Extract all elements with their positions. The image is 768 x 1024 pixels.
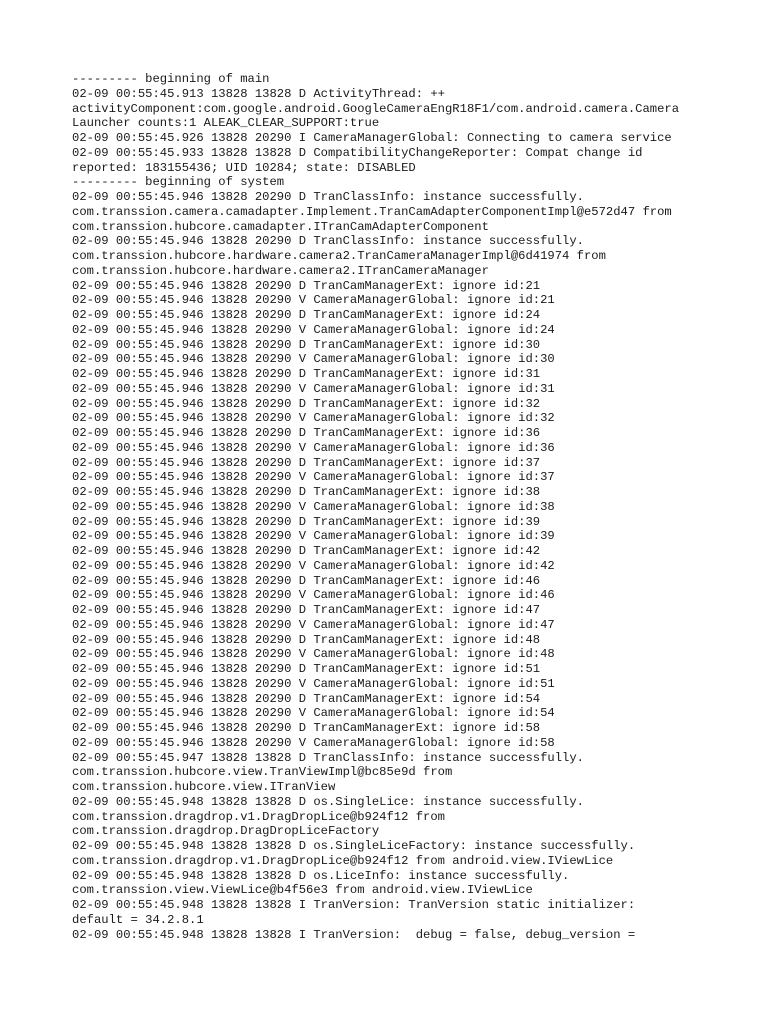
log-line: default = 34.2.8.1 [72,912,204,927]
log-line: 02-09 00:55:45.946 13828 20290 V CameraManagerGlobal: ignore id:32 [72,411,555,426]
log-line: 02-09 00:55:45.946 13828 20290 V CameraManagerGlobal: ignore id:54 [72,706,555,721]
log-line: 02-09 00:55:45.946 13828 20290 V CameraManagerGlobal: ignore id:31 [72,381,555,396]
log-line: com.transsion.dragdrop.DragDropLiceFactory [72,824,380,839]
log-line: 02-09 00:55:45.946 13828 20290 D TranCamManagerExt: ignore id:31 [72,367,541,381]
log-line: 02-09 00:55:45.946 13828 20290 V CameraManagerGlobal: ignore id:48 [72,647,555,662]
log-line: 02-09 00:55:45.948 13828 13828 D os.LiceInfo: instance successfully. [72,868,570,883]
log-line: com.transsion.hubcore.view.TranViewImpl@bc85e9d from [72,765,453,780]
log-line: 02-09 00:55:45.946 13828 20290 V CameraManagerGlobal: ignore id:24 [72,322,555,337]
log-line: 02-09 00:55:45.946 13828 20290 V CameraManagerGlobal: ignore id:30 [72,352,555,367]
log-line: activityComponent:com.google.android.GoogleCameraEngR18F1/com.android.camera.Camera [72,101,680,116]
log-line: 02-09 00:55:45.946 13828 20290 V CameraManagerGlobal: ignore id:47 [72,617,555,632]
log-line: com.transsion.hubcore.hardware.camera2.ITranCameraManager [72,263,489,278]
log-line: 02-09 00:55:45.926 13828 20290 I CameraManagerGlobal: Connecting to camera service [72,131,672,145]
log-line: Launcher counts:1 ALEAK_CLEAR_SUPPORT:true [72,116,380,131]
log-line: 02-09 00:55:45.946 13828 20290 D TranCamManagerExt: ignore id:39 [72,514,541,529]
log-line: 02-09 00:55:45.946 13828 20290 D TranCamManagerExt: ignore id:47 [72,603,541,617]
log-line: 02-09 00:55:45.948 13828 13828 I TranVersion: TranVersion static initializer: [72,898,636,912]
log-line: com.transsion.view.ViewLice@b4f56e3 from android.view.IViewLice [72,883,533,898]
log-line: com.transsion.camera.camadapter.Implement.TranCamAdapterComponentImpl@e572d47 from [72,204,672,219]
log-line: 02-09 00:55:45.946 13828 20290 D TranCamManagerExt: ignore id:48 [72,632,541,647]
log-line: 02-09 00:55:45.946 13828 20290 D TranCamManagerExt: ignore id:51 [72,662,541,676]
log-document [72,72,712,942]
log-line: com.transsion.hubcore.view.ITranView [72,780,336,794]
log-line: 02-09 00:55:45.946 13828 20290 V CameraManagerGlobal: ignore id:58 [72,735,555,750]
log-line: com.transsion.hubcore.hardware.camera2.TranCameraManagerImpl@6d41974 from [72,249,606,263]
log-line: 02-09 00:55:45.946 13828 20290 V CameraManagerGlobal: ignore id:21 [72,293,555,308]
log-line: 02-09 00:55:45.946 13828 20290 D TranCamManagerExt: ignore id:24 [72,308,541,322]
log-line: 02-09 00:55:45.946 13828 20290 V CameraManagerGlobal: ignore id:37 [72,470,555,485]
log-line: 02-09 00:55:45.946 13828 20290 D TranCamManagerExt: ignore id:36 [72,426,541,440]
log-line: 02-09 00:55:45.946 13828 20290 V CameraManagerGlobal: ignore id:36 [72,440,555,455]
log-line: 02-09 00:55:45.946 13828 20290 D TranCamManagerExt: ignore id:21 [72,278,541,293]
log-line: 02-09 00:55:45.946 13828 20290 D TranCamManagerExt: ignore id:37 [72,455,541,470]
log-line: --------- beginning of system [72,175,285,190]
log-line: 02-09 00:55:45.946 13828 20290 D TranCamManagerExt: ignore id:54 [72,691,541,706]
log-line: 02-09 00:55:45.946 13828 20290 D TranCamManagerExt: ignore id:38 [72,485,541,499]
log-line: com.transsion.dragdrop.v1.DragDropLice@b924f12 from android.view.IViewLice [72,853,614,868]
log-line: reported: 183155436; UID 10284; state: DISABLED [72,160,416,175]
log-line: 02-09 00:55:45.946 13828 20290 D TranCamManagerExt: ignore id:42 [72,544,541,558]
log-line: 02-09 00:55:45.946 13828 20290 D TranCamManagerExt: ignore id:32 [72,396,541,411]
log-line: 02-09 00:55:45.946 13828 20290 V CameraManagerGlobal: ignore id:46 [72,588,555,603]
log-line: 02-09 00:55:45.948 13828 13828 I TranVersion: debug = false, debug_version = [72,927,636,942]
log-line: com.transsion.hubcore.camadapter.ITranCamAdapterComponent [72,219,489,234]
log-line: 02-09 00:55:45.947 13828 13828 D TranClassInfo: instance successfully. [72,750,584,765]
log-line: 02-09 00:55:45.946 13828 20290 V CameraManagerGlobal: ignore id:51 [72,676,555,691]
log-line: 02-09 00:55:45.946 13828 20290 D TranCamManagerExt: ignore id:46 [72,573,541,588]
log-body [72,72,712,942]
log-line: 02-09 00:55:45.946 13828 20290 V CameraManagerGlobal: ignore id:42 [72,558,555,573]
log-line: 02-09 00:55:45.933 13828 13828 D CompatibilityChangeReporter: Compat change id [72,145,643,160]
log-line: 02-09 00:55:45.946 13828 20290 V CameraManagerGlobal: ignore id:39 [72,529,555,544]
log-line: 02-09 00:55:45.946 13828 20290 D TranClassInfo: instance successfully. [72,190,584,204]
log-line: 02-09 00:55:45.946 13828 20290 D TranCamManagerExt: ignore id:58 [72,721,541,735]
log-line: 02-09 00:55:45.946 13828 20290 D TranClassInfo: instance successfully. [72,234,584,249]
log-line: 02-09 00:55:45.946 13828 20290 D TranCamManagerExt: ignore id:30 [72,337,541,352]
log-line: 02-09 00:55:45.946 13828 20290 V CameraManagerGlobal: ignore id:38 [72,499,555,514]
log-line: 02-09 00:55:45.948 13828 13828 D os.SingleLiceFactory: instance successfully. [72,839,636,853]
log-line: 02-09 00:55:45.913 13828 13828 D ActivityThread: ++ [72,86,445,101]
log-line: com.transsion.dragdrop.v1.DragDropLice@b924f12 from [72,809,445,824]
log-line: --------- beginning of main [72,72,270,86]
log-line: 02-09 00:55:45.948 13828 13828 D os.SingleLice: instance successfully. [72,794,584,809]
